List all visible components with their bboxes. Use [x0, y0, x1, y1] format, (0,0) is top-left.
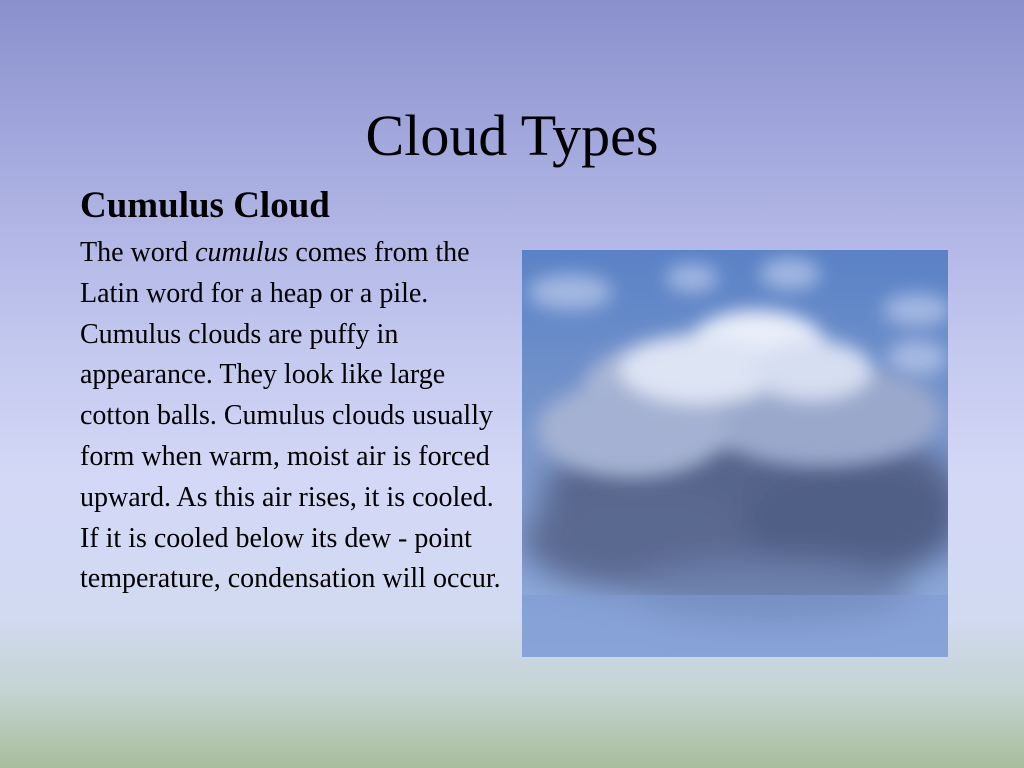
slide-title: Cloud Types: [365, 103, 659, 168]
cumulus-cloud-photo: [522, 250, 948, 657]
body-paragraph: [80, 233, 510, 600]
paragraph-text-rest: comes from the Latin word for a heap or a pile. Cumulus clouds are puffy in appearance. They look like large cotton balls. Cumulus clouds usually form when warm, moist air is forced upward. As this air rises, it is cooled. If it is cooled below its dew - point temperature, condensation will occur.: [80, 237, 501, 595]
paragraph-italic-term: cumulus: [195, 237, 289, 268]
paragraph-text-start: The word: [80, 237, 196, 268]
slide-subtitle: Cumulus Cloud: [80, 185, 330, 226]
